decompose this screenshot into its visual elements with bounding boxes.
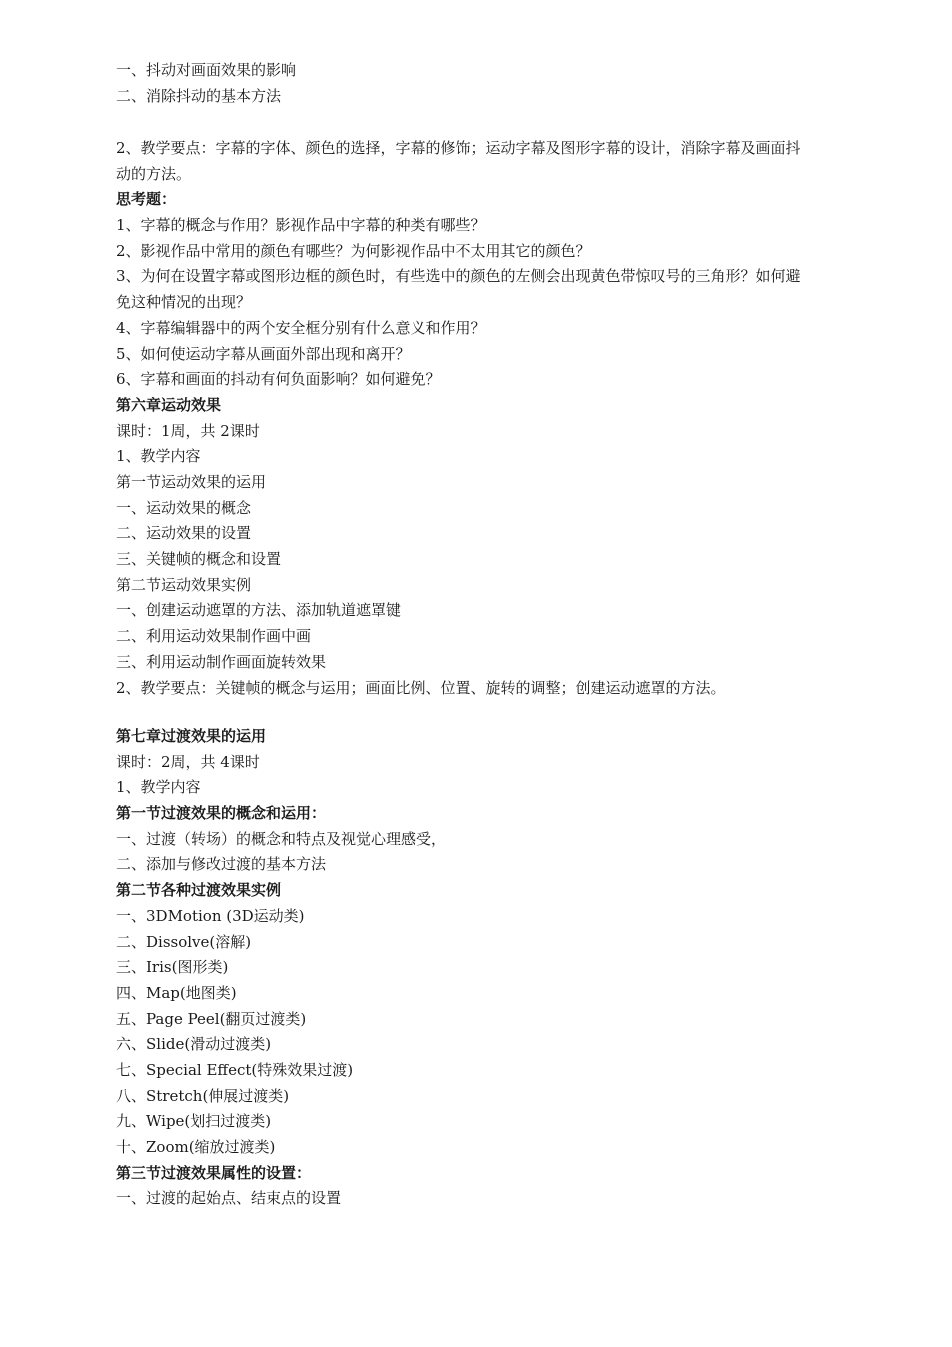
- list-item: 一、3DMotion (3D运动类): [116, 906, 305, 925]
- top-items: [116, 58, 806, 109]
- list-item: 二、利用运动效果制作画中画: [116, 627, 312, 646]
- chapter7-title: 第七章过渡效果的运用: [116, 727, 267, 745]
- chapter6-key-points: 2、教学要点：关键帧的概念与运用；画面比例、位置、旋转的调整；创建运动遮罩的方法。: [116, 678, 726, 697]
- chapter6-hours: 课时：1周，共 2课时: [116, 421, 260, 440]
- question-item: 6、字幕和画面的抖动有何负面影响？如何避免？: [116, 370, 441, 389]
- chapter7-content-label: 1、教学内容: [116, 778, 201, 797]
- question-item: 1、字幕的概念与作用？影视作品中字幕的种类有哪些？: [116, 216, 486, 235]
- chapter6-title: 第六章运动效果: [116, 395, 222, 414]
- list-item: 四、Map(地图类): [116, 983, 237, 1002]
- chapter7-section3: 第三节过渡效果属性的设置：: [116, 1163, 312, 1182]
- chapter6-section2: 第二节运动效果实例: [116, 575, 252, 594]
- list-item: 八、Stretch(伸展过渡类): [116, 1086, 290, 1105]
- list-item: 九、Wipe(划扫过渡类): [116, 1112, 272, 1131]
- chapter7-section2: 第二节各种过渡效果实例: [116, 881, 282, 900]
- list-item: 一、运动效果的概念: [116, 498, 252, 517]
- chapter7-block: [116, 724, 806, 1212]
- list-item: 二、Dissolve(溶解): [116, 932, 252, 951]
- list-item: 一、创建运动遮罩的方法、添加轨道遮罩键: [116, 601, 402, 620]
- list-item: 一、过渡的起始点、结束点的设置: [116, 1189, 342, 1208]
- question-item: 4、字幕编辑器中的两个安全框分别有什么意义和作用？: [116, 318, 486, 337]
- main-block: [116, 136, 806, 701]
- list-item: 三、Iris(图形类): [116, 958, 229, 977]
- list-item: 二、运动效果的设置: [116, 524, 252, 543]
- chapter6-section1: 第一节运动效果的运用: [116, 473, 267, 491]
- question-item: 3、为何在设置字幕或图形边框的颜色时，有些选中的颜色的左侧会出现黄色带惊叹号的三角形？如何避免这种情况的出现？: [116, 267, 801, 312]
- list-item: 七、Special Effect(特殊效果过渡): [116, 1060, 354, 1079]
- list-item: 五、Page Peel(翻页过渡类): [116, 1009, 307, 1028]
- list-item: 十、Zoom(缩放过渡类): [116, 1138, 276, 1156]
- list-item: 二、添加与修改过渡的基本方法: [116, 855, 327, 874]
- key-points-ch5: 2、教学要点：字幕的字体、颜色的选择，字幕的修饰；运动字幕及图形字幕的设计，消除字幕及画面抖动的方法。: [116, 139, 801, 183]
- list-item: 一、抖动对画面效果的影响: [116, 61, 297, 79]
- list-item: 三、关键帧的概念和设置: [116, 550, 282, 569]
- questions-heading: 思考题：: [116, 190, 177, 209]
- list-item: 一、过渡（转场）的概念和特点及视觉心理感受，: [116, 829, 447, 848]
- list-item: 三、利用运动制作画面旋转效果: [116, 652, 327, 671]
- chapter7-section1: 第一节过渡效果的概念和运用：: [116, 804, 327, 823]
- chapter7-hours: 课时：2周，共 4课时: [116, 752, 260, 771]
- chapter6-content-label: 1、教学内容: [116, 447, 201, 466]
- question-item: 2、影视作品中常用的颜色有哪些？为何影视作品中不太用其它的颜色？: [116, 241, 591, 260]
- list-item: 二、消除抖动的基本方法: [116, 86, 282, 105]
- question-item: 5、如何使运动字幕从画面外部出现和离开？: [116, 344, 411, 363]
- list-item: 六、Slide(滑动过渡类): [116, 1035, 272, 1054]
